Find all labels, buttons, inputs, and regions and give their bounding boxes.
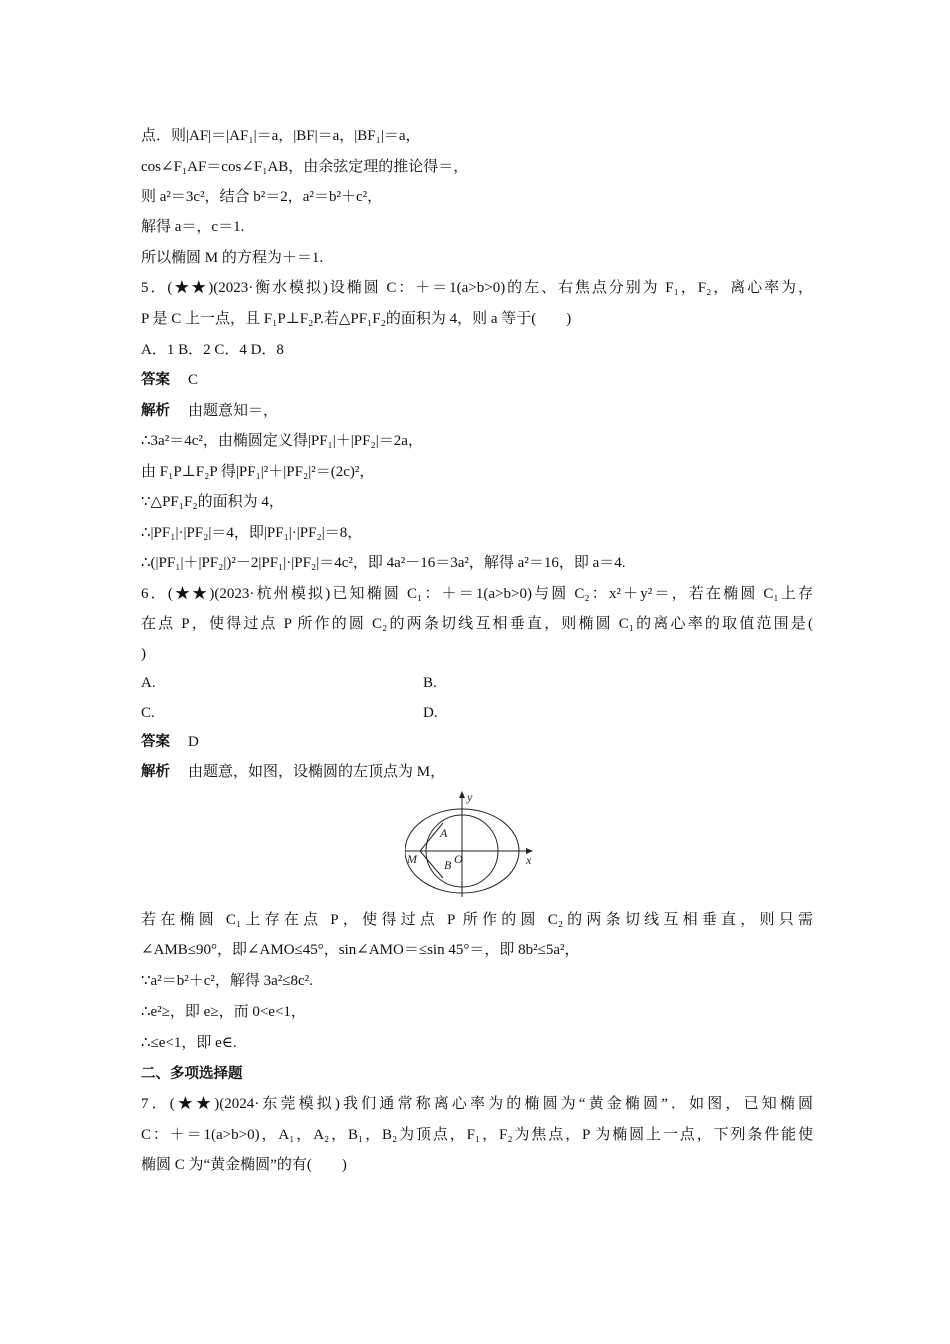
answer-6 (141, 732, 199, 752)
text-line: ∵a²＝b²＋c²，解得 3a²≤8c². (141, 973, 313, 989)
text-line: cos∠F₁AF＝cos∠F₁AB，由余弦定理的推论得＝， (141, 159, 469, 175)
text-line: 若在椭圆 C₁上存在点 P，使得过点 P 所作的圆 C₂的两条切线互相垂直，则只需 (141, 912, 813, 928)
solution-text: 由题意，如图，设椭圆的左顶点为 M， (188, 764, 446, 780)
text-line: 则 a²＝3c²，结合 b²＝2，a²＝b²＋c²， (141, 189, 383, 205)
answer-label: 答案 (141, 734, 170, 750)
answer-value: C (188, 372, 199, 388)
option-d: D. (423, 705, 438, 721)
text-line: ∴≤e<1，即 e∈. (141, 1035, 237, 1051)
text-line: ∠AMB≤90°，即∠AMO≤45°，sin∠AMO＝≤sin 45°＝，即 8b²≤5a²， (141, 942, 580, 958)
label-x: x (526, 853, 532, 867)
option-b: B. (423, 675, 437, 691)
option-a: A. (141, 675, 156, 691)
label-m: M (407, 852, 417, 866)
y-axis-arrow (459, 791, 465, 798)
question-6-line-3: ) (141, 646, 146, 662)
text-line: ∴|PF₁|·|PF₂|＝4，即|PF₁|·|PF₂|＝8， (141, 525, 363, 541)
question-5-line-1: 5．(★★)(2023·衡水模拟)设椭圆 C：＋＝1(a>b>0)的左、右焦点分别为 F₁，F₂，离心率为， (141, 280, 813, 296)
text-line: ∴(|PF₁|＋|PF₂|)²－2|PF₁|·|PF₂|＝4c²，即 4a²－16＝3a²，解得 a²＝16，即 a＝4. (141, 555, 626, 571)
ellipse-diagram (405, 789, 555, 899)
option-c: C. (141, 705, 155, 721)
answer-5 (141, 370, 198, 390)
question-7-line-3: 椭圆 C 为“黄金椭圆”的有( ) (141, 1157, 347, 1173)
text-line: 所以椭圆 M 的方程为＋＝1. (141, 250, 324, 266)
answer-value: D (188, 734, 199, 750)
label-o: O (454, 852, 463, 866)
solution-label: 解析 (141, 403, 170, 419)
question-6-line-2: 在点 P，使得过点 P 所作的圆 C₂的两条切线互相垂直，则椭圆 C₁的离心率的取值范围是( (141, 616, 813, 632)
text-line: 解得 a＝，c＝1. (141, 219, 245, 235)
question-5-options: A．1 B．2 C．4 D．8 (141, 342, 284, 358)
text-line: 点．则|AF|＝|AF₁|＝a，|BF|＝a，|BF₁|＝a， (141, 128, 421, 144)
section-heading: 二、多项选择题 (141, 1066, 243, 1082)
question-7-line-2: C：＋＝1(a>b>0)，A₁，A₂，B₁，B₂为顶点，F₁，F₂为焦点，P 为椭圆上一点，下列条件能使 (141, 1127, 813, 1143)
tangent-line-b (420, 851, 443, 878)
question-6-line-1: 6．(★★)(2023·杭州模拟)已知椭圆 C₁：＋＝1(a>b>0)与圆 C₂：x²＋y²＝，若在椭圆 C₁上存 (141, 586, 813, 602)
answer-label: 答案 (141, 372, 170, 388)
text-line: ∴e²≥，即 e≥，而 0<e<1， (141, 1004, 306, 1020)
solution-6 (141, 762, 445, 782)
solution-5 (141, 401, 278, 421)
solution-text: 由题意知＝， (188, 403, 279, 419)
label-b: B (444, 858, 452, 872)
text-line: ∴3a²＝4c²，由椭圆定义得|PF₁|＋|PF₂|＝2a， (141, 433, 423, 449)
text-line: ∵△PF₁F₂的面积为 4， (141, 494, 284, 510)
label-a: A (440, 826, 448, 840)
ellipse-circle-figure (405, 789, 555, 904)
text-line: 由 F₁P⊥F₂P 得|PF₁|²＋|PF₂|²＝(2c)²， (141, 464, 375, 480)
solution-label: 解析 (141, 764, 170, 780)
question-7-line-1: 7．(★★)(2024·东莞模拟)我们通常称离心率为的椭圆为“黄金椭圆”．如图，已知椭圆 (141, 1096, 813, 1112)
question-5-line-2: P 是 C 上一点，且 F₁P⊥F₂P.若△PF₁F₂的面积为 4，则 a 等于( ) (141, 311, 572, 327)
label-y: y (467, 790, 473, 804)
